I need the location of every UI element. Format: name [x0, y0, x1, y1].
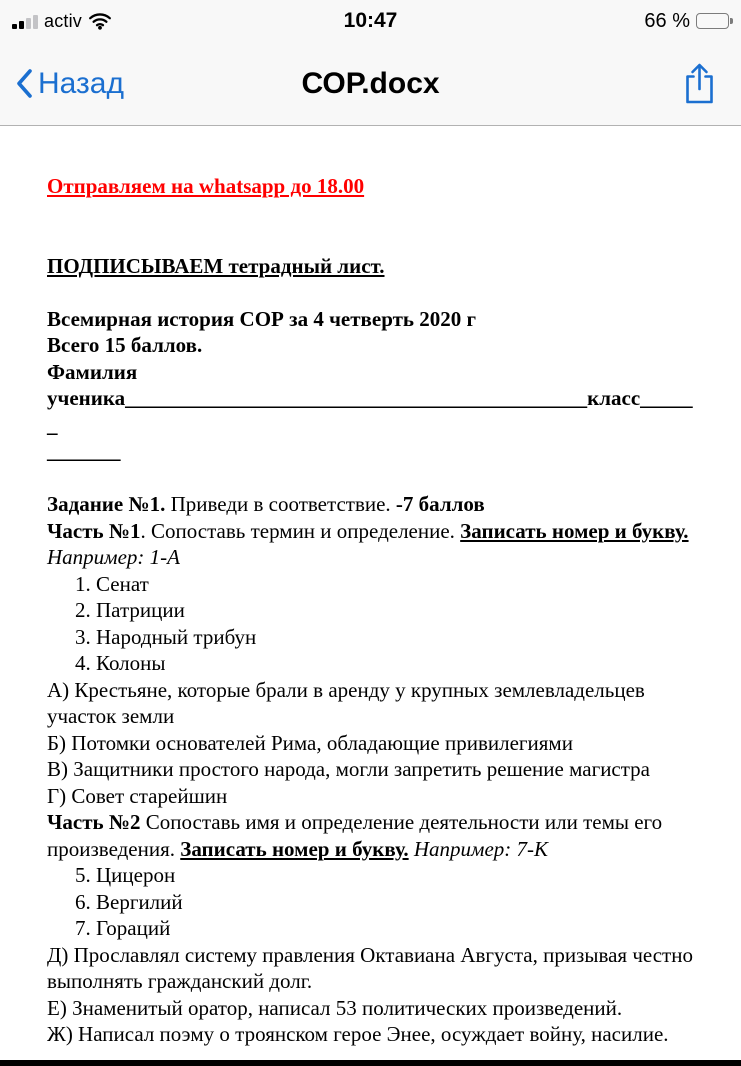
share-button[interactable] [682, 62, 725, 105]
back-chevron-icon [16, 68, 33, 99]
paragraph: А) Крестьяне, которые брали в аренду у крупных землевладельцев участок земли [47, 677, 645, 728]
paragraph [47, 200, 697, 227]
paragraph [47, 279, 697, 306]
paragraph: Д) Прославлял систему правления Октавиана Августа, призывая честно выполнять гражданский долг. [47, 942, 693, 993]
paragraph: Б) Потомки основателей Рима, обладающие привилегиями [47, 730, 573, 755]
paragraph: ученика____________________________________________класс______ [47, 386, 693, 437]
share-icon [682, 62, 717, 105]
paragraph: 3. Народный трибун [75, 624, 257, 649]
paragraph: 4. Колоны [75, 651, 166, 675]
paragraph: _______ [47, 439, 121, 463]
battery-cap [730, 18, 733, 24]
status-bar [0, 0, 741, 42]
status-bar-left [12, 11, 112, 32]
paragraph: ПОДПИСЫВАЕМ тетрадный лист. [47, 253, 385, 278]
paragraph [47, 226, 697, 253]
wifi-icon [88, 12, 112, 30]
bottom-strip [0, 1060, 741, 1066]
paragraph: Часть №2 Сопоставь имя и определение деятельности или темы его произведения. Записать номер и букву. Например: 7-К [47, 810, 663, 861]
battery-icon [696, 13, 729, 29]
paragraph: Отправляем на whatsapp до 18.00 [47, 174, 365, 198]
back-button-label: Назад [38, 66, 124, 100]
paragraph: Часть №1. Сопоставь термин и определение. Записать номер и букву. Например: 1-А [47, 518, 689, 569]
back-button[interactable] [16, 67, 124, 101]
paragraph: В) Защитники простого народа, могли запретить решение магистра [47, 757, 651, 781]
cell-signal-icon [12, 14, 38, 29]
nav-bar [0, 42, 741, 126]
battery-percent-label: 66 % [644, 9, 690, 32]
paragraph: Всего 15 баллов. [47, 333, 203, 357]
clock: 10:47 [343, 9, 398, 32]
paragraph: 2. Патриции [75, 598, 185, 622]
paragraph: Всемирная история СОР за 4 четверть 2020 г [47, 306, 477, 331]
paragraph [47, 465, 697, 492]
paragraph: 6. Вергилий [75, 889, 183, 914]
paragraph: Ж) Написал поэму о троянском герое Энее, осуждает войну, насилие. [47, 1022, 669, 1046]
paragraph: 7. Гораций [75, 916, 171, 940]
document-body[interactable] [0, 126, 741, 1060]
paragraph: Г) Совет старейшин [47, 783, 228, 808]
paragraph: 5. Цицерон [75, 863, 176, 887]
paragraph: Задание №1. Приведи в соответствие. -7 баллов [47, 492, 485, 516]
paragraph: Е) Знаменитый оратор, написал 53 политических произведений. [47, 995, 623, 1020]
status-bar-right [644, 10, 729, 33]
paragraph: 1. Сенат [75, 571, 149, 596]
paragraph: Фамилия [47, 359, 138, 384]
carrier-label: activ [44, 10, 83, 31]
document-title: СОР.docx [301, 66, 440, 100]
